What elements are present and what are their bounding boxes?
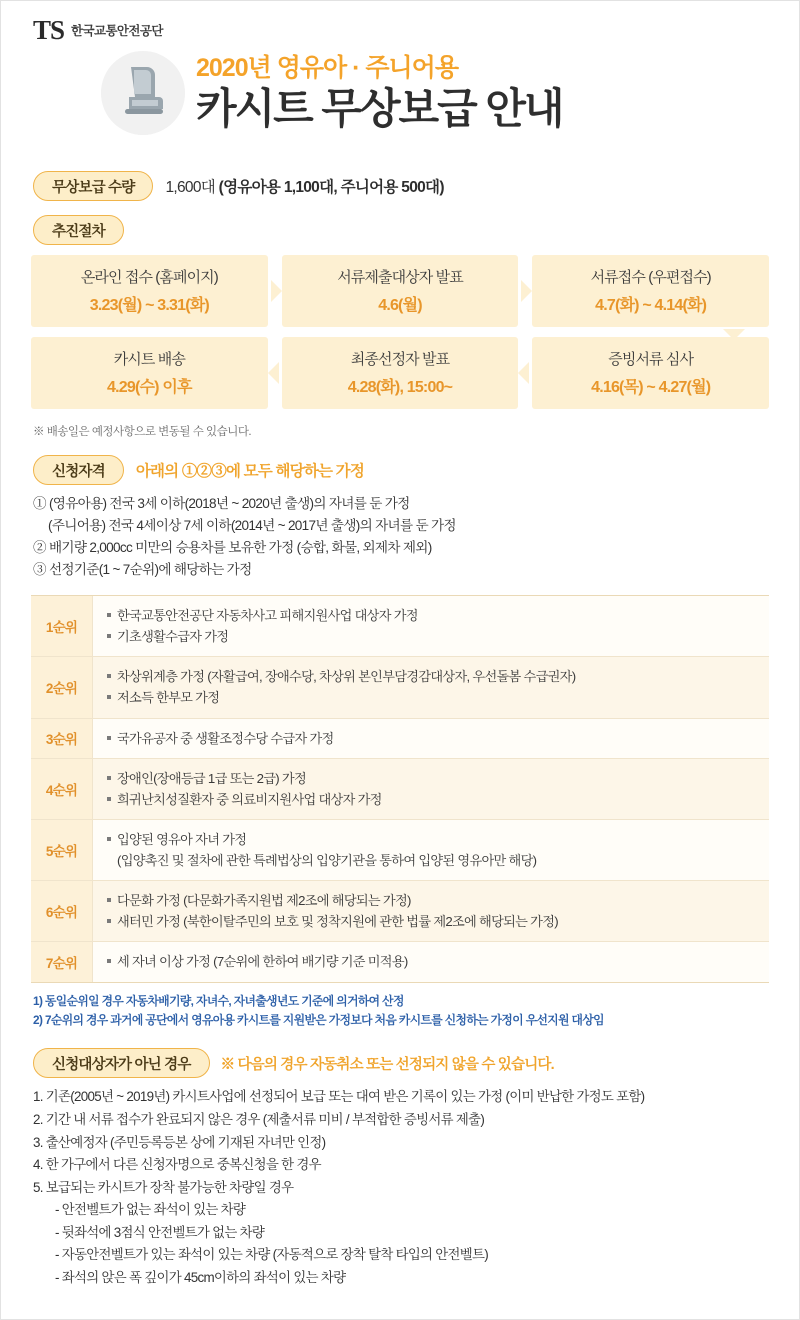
process-step-4 <box>532 337 769 409</box>
exclusion-warning: ※ 다음의 경우 자동취소 또는 선정되지 않을 수 있습니다. <box>220 1056 554 1073</box>
priority-line: 다문화 가정 (다문화가족지원법 제2조에 해당되는 가정) <box>107 890 558 911</box>
exclusion-subitem: - 뒷좌석에 3점식 안전벨트가 없는 차량 <box>55 1224 265 1240</box>
footnote: 2) 7순위의 경우 과거에 공단에서 영유아용 카시트를 지원받은 가정보다 처음 카시트를 신청하는 가정이 우선지원 대상임 <box>33 1013 604 1028</box>
process-row-bottom <box>31 337 769 409</box>
priority-table <box>31 595 769 983</box>
priority-line: 국가유공자 중 생활조정수당 수급자 가정 <box>107 728 334 749</box>
process-step-date: 4.28(화), 15:00~ <box>347 379 453 396</box>
priority-line: 희귀난치성질환자 중 의료비지원사업 대상자 가정 <box>107 789 382 810</box>
priority-line: 입양된 영유아 자녀 가정 <box>107 829 536 850</box>
process-step-date: 4.29(수) 이후 <box>107 379 192 396</box>
priority-line: 한국교통안전공단 자동차사고 피해지원사업 대상자 가정 <box>107 605 418 626</box>
process-step-title: 온라인 접수 (홈페이지) <box>80 269 218 286</box>
priority-line: 차상위계층 가정 (자활급여, 장애수당, 차상위 본인부담경감대상자, 우선돌봄 수급권자) <box>107 666 575 687</box>
quantity-label: 무상보급 수량 <box>33 171 153 201</box>
exclusion-list <box>1 1082 799 1307</box>
priority-detail <box>93 759 392 819</box>
table-row <box>31 881 769 942</box>
process-step-date: 4.16(목) ~ 4.27(월) <box>591 379 711 396</box>
footnote: 1) 동일순위일 경우 자동차배기량, 자녀수, 자녀출생년도 기준에 의거하여 산정 <box>33 993 404 1008</box>
poster-subtitle: 2020년 영유아 · 주니어용 <box>196 54 458 82</box>
organization-name: 한국교통안전공단 <box>71 24 163 38</box>
process-step-title: 서류접수 (우편접수) <box>590 269 711 286</box>
table-row <box>31 719 769 759</box>
process-label: 추진절차 <box>33 215 124 245</box>
ts-logo-icon: TS <box>33 14 65 45</box>
quantity-value <box>165 175 443 197</box>
qualification-item: ② 배기량 2,000cc 미만의 승용차를 보유한 가정 (승합, 화물, 외제차 제외) <box>33 540 432 556</box>
process-step-2 <box>282 255 519 327</box>
priority-rank: 2순위 <box>31 657 93 717</box>
qualification-item: ③ 선정기준(1 ~ 7순위)에 해당하는 가정 <box>33 562 252 578</box>
priority-line: 장애인(장애등급 1급 또는 2급) 가정 <box>107 768 382 789</box>
quantity-total: 1,600대 <box>165 179 219 196</box>
process-step-1 <box>31 255 268 327</box>
priority-detail <box>93 820 546 880</box>
priority-rank: 1순위 <box>31 596 93 656</box>
exclusion-item: 2. 기간 내 서류 접수가 완료되지 않은 경우 (제출서류 미비 / 부적합한 증빙서류 제출) <box>33 1111 485 1127</box>
priority-rank: 6순위 <box>31 881 93 941</box>
table-row <box>31 759 769 820</box>
process-row-top <box>31 255 769 327</box>
arrow-right-icon <box>271 280 282 302</box>
exclusion-item: 1. 기존(2005년 ~ 2019년) 카시트사업에 선정되어 보급 또는 대여 받은 기록이 있는 가정 (이미 반납한 가정도 포함) <box>33 1089 645 1105</box>
exclusion-item: 5. 보급되는 카시트가 장착 불가능한 차량일 경우 <box>33 1179 294 1195</box>
process-step-title: 서류제출대상자 발표 <box>337 269 463 286</box>
priority-line: 저소득 한부모 가정 <box>107 687 575 708</box>
exclusion-subitem: - 안전벨트가 없는 좌석이 있는 차량 <box>55 1202 246 1218</box>
process-step-3 <box>532 255 769 327</box>
priority-detail <box>93 942 418 981</box>
qualification-label: 신청자격 <box>33 455 124 485</box>
process-label-row <box>1 215 799 245</box>
qualification-headline: 아래의 ①②③에 모두 해당하는 가정 <box>135 463 365 480</box>
process-step-date: 3.23(월) ~ 3.31(화) <box>89 297 209 314</box>
priority-rank: 4순위 <box>31 759 93 819</box>
table-row <box>31 820 769 881</box>
arrow-left-icon <box>268 362 279 384</box>
qualification-list <box>1 491 799 589</box>
arrow-left-icon <box>518 362 529 384</box>
quantity-breakdown: (영유아용 1,100대, 주니어용 500대) <box>218 179 444 196</box>
priority-detail <box>93 881 568 941</box>
process-step-date: 4.6(월) <box>378 297 422 314</box>
exclusion-label: 신청대상자가 아닌 경우 <box>33 1048 210 1078</box>
priority-detail <box>93 657 585 717</box>
process-step-title: 카시트 배송 <box>113 351 185 368</box>
priority-line-continuation: (입양촉진 및 절차에 관한 특례법상의 입양기관을 통하여 입양된 영유아만 해당) <box>117 853 537 869</box>
brand-header <box>1 1 799 43</box>
priority-rank: 5순위 <box>31 820 93 880</box>
table-row <box>31 942 769 981</box>
arrow-right-icon <box>521 280 532 302</box>
process-step-date: 4.7(화) ~ 4.14(화) <box>595 297 707 314</box>
quantity-row <box>1 171 799 201</box>
exclusion-item: 4. 한 가구에서 다른 신청자명으로 중복신청을 한 경우 <box>33 1157 321 1173</box>
delivery-note: ※ 배송일은 예정사항으로 변동될 수 있습니다. <box>33 426 252 438</box>
poster-title: 카시트 무상보급 안내 <box>196 84 563 132</box>
exclusion-subitem: - 좌석의 앉은 폭 깊이가 45cm이하의 좌석이 있는 차량 <box>55 1269 346 1285</box>
process-flow <box>1 245 799 409</box>
car-seat-icon <box>101 51 185 135</box>
priority-line: 기초생활수급자 가정 <box>107 626 418 647</box>
process-step-6 <box>31 337 268 409</box>
exclusion-subitem: - 자동안전벨트가 있는 좌석이 있는 차량 (자동적으로 장착 탈착 타입의 안전벨트) <box>55 1247 489 1263</box>
title-block <box>1 43 799 167</box>
exclusion-item: 3. 출산예정자 (주민등록등본 상에 기재된 자녀만 인정) <box>33 1134 326 1150</box>
priority-detail <box>93 719 344 758</box>
priority-line: 새터민 가정 (북한이탈주민의 보호 및 정착지원에 관한 법률 제2조에 해당되는 가정) <box>107 911 558 932</box>
process-step-title: 최종선정자 발표 <box>350 351 450 368</box>
process-step-5 <box>282 337 519 409</box>
priority-detail <box>93 596 428 656</box>
priority-footnotes <box>1 983 799 1031</box>
process-step-title: 증빙서류 심사 <box>608 351 694 368</box>
qualification-item: (주니어용) 전국 4세이상 7세 이하(2014년 ~ 2017년 출생)의 자녀를 둔 가정 <box>48 518 456 534</box>
table-row <box>31 657 769 718</box>
priority-rank: 3순위 <box>31 719 93 758</box>
qualification-item: ① (영유아용) 전국 3세 이하(2018년 ~ 2020년 출생)의 자녀를 둔 가정 <box>33 496 410 511</box>
priority-line: 세 자녀 이상 가정 (7순위에 한하여 배기량 기준 미적용) <box>107 951 408 972</box>
table-row <box>31 596 769 657</box>
priority-rank: 7순위 <box>31 942 93 981</box>
exclusion-header <box>1 1030 799 1082</box>
qualification-header <box>1 439 799 491</box>
